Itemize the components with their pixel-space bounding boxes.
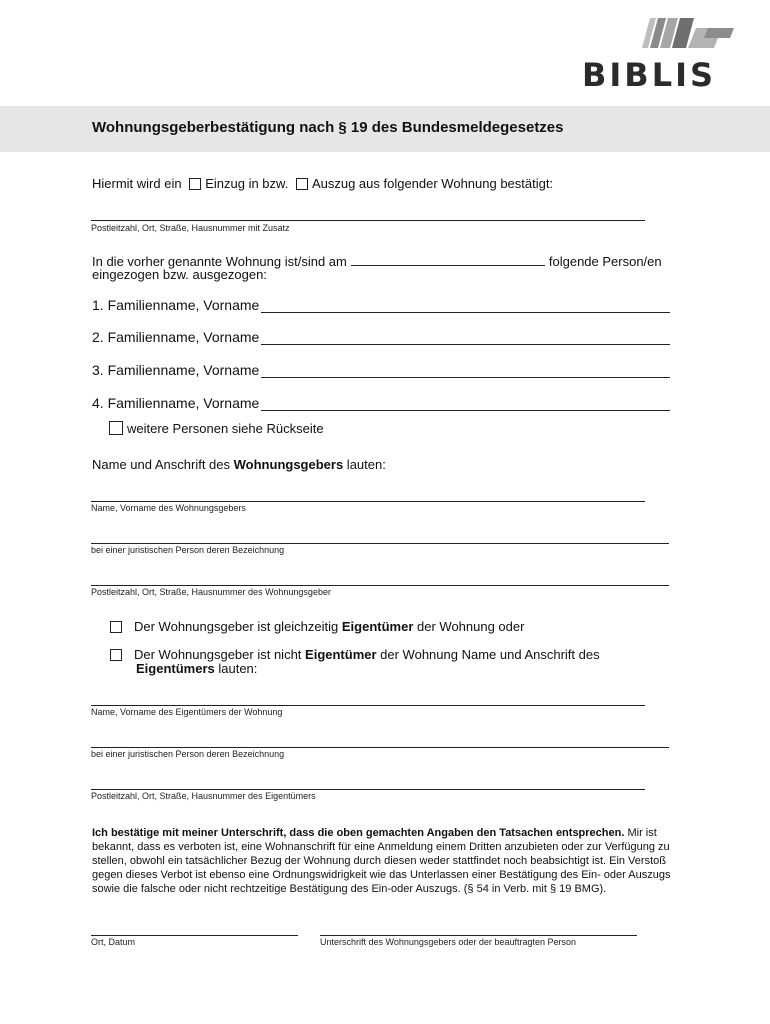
person-row-2 — [92, 329, 670, 345]
landlord-address-field[interactable] — [91, 585, 669, 586]
landlord-heading-c: lauten: — [343, 457, 386, 472]
more-persons-label: weitere Personen siehe Rückseite — [127, 421, 324, 436]
owner-option-2-cont — [136, 661, 257, 676]
einzug-label: Einzug in bzw. — [205, 176, 289, 191]
owner-opt2-c: der Wohnung Name und Anschrift des — [376, 647, 600, 662]
landlord-name-field[interactable] — [91, 501, 645, 502]
owner-opt2-b: Eigentümer — [305, 647, 377, 662]
owner-legal-field[interactable] — [91, 747, 669, 748]
owner-name-caption: Name, Vorname des Eigentümers der Wohnung — [91, 707, 283, 717]
move-date-line2: eingezogen bzw. ausgezogen: — [92, 267, 267, 282]
biblis-logo-graphic — [554, 14, 744, 94]
landlord-heading — [92, 457, 386, 472]
logo-text: BIBLIS — [582, 56, 717, 94]
landlord-address-caption: Postleitzahl, Ort, Straße, Hausnummer des Wohnungsgeber — [91, 587, 331, 597]
landlord-legal-caption: bei einer juristischen Person deren Bezeichnung — [91, 545, 285, 555]
owner-same-checkbox[interactable] — [110, 621, 122, 633]
move-date-suffix: folgende Person/en — [548, 254, 662, 269]
owner-legal-caption: bei einer juristischen Person deren Bezeichnung — [91, 749, 285, 759]
owner-other-checkbox[interactable] — [110, 649, 122, 661]
apartment-address-field[interactable] — [91, 220, 645, 221]
landlord-legal-field[interactable] — [91, 543, 669, 544]
declaration-bold: Ich bestätige mit meiner Unterschrift, dass die oben gemachten Angaben den Tatsachen entsprechen. — [92, 827, 625, 839]
person-row-3 — [92, 362, 670, 378]
auszug-checkbox[interactable] — [296, 178, 308, 190]
person-3-label: 3. Familienname, Vorname — [92, 362, 260, 378]
person-row-4 — [92, 395, 670, 411]
biblis-logo — [554, 14, 744, 94]
person-3-field[interactable] — [261, 365, 670, 378]
owner-name-field[interactable] — [91, 705, 645, 706]
place-date-field[interactable] — [91, 935, 298, 936]
more-persons-line — [109, 421, 324, 436]
owner-address-field[interactable] — [91, 789, 645, 790]
einzug-checkbox[interactable] — [189, 178, 201, 190]
place-date-caption: Ort, Datum — [91, 937, 136, 947]
apartment-address-caption: Postleitzahl, Ort, Straße, Hausnummer mit Zusatz — [91, 223, 290, 233]
person-1-field[interactable] — [261, 300, 670, 313]
owner-opt1-a: Der Wohnungsgeber ist gleichzeitig — [134, 619, 342, 634]
owner-opt1-c: der Wohnung oder — [413, 619, 525, 634]
auszug-label: Auszug aus folgender Wohnung bestätigt: — [311, 176, 554, 191]
person-1-label: 1. Familienname, Vorname — [92, 297, 260, 313]
intro-line — [92, 176, 553, 191]
person-row-1 — [92, 297, 670, 313]
landlord-heading-a: Name und Anschrift des — [92, 457, 234, 472]
declaration-body: Mir ist bekannt, dass es verboten ist, eine Wohnanschrift für eine Anmeldung einem Dritten anzubieten oder zur Verfügung zu stellen, obwohl ein tatsächlicher Bezug der Wohnung durch diesen weder stattfindet noch beabsichtigt ist. Ein Verstoß gegen dieses Verbot ist ebenso eine Ordnungswidrigkeit wie das Unterlassen einer Bestätigung des Ein- oder Auszugs sowie die falsche oder nicht rechtzeitige Bestätigung des Ein-oder Auszugs. (§ 54 in Verb. mit § 19 BMG). — [92, 827, 671, 895]
owner-option-2 — [110, 647, 600, 662]
owner-opt2-a: Der Wohnungsgeber ist nicht — [134, 647, 306, 662]
person-4-field[interactable] — [261, 398, 670, 411]
owner-opt2-e: lauten: — [214, 661, 258, 676]
more-persons-checkbox[interactable] — [109, 421, 123, 435]
landlord-name-caption: Name, Vorname des Wohnungsgebers — [91, 503, 246, 513]
owner-address-caption: Postleitzahl, Ort, Straße, Hausnummer des Eigentümers — [91, 791, 316, 801]
owner-option-1 — [110, 619, 524, 634]
owner-opt1-b: Eigentümer — [341, 619, 414, 634]
form-title: Wohnungsgeberbestätigung nach § 19 des Bundesmeldegesetzes — [92, 119, 564, 136]
owner-opt2-d: Eigentümers — [136, 661, 215, 676]
move-date-prefix: In die vorher genannte Wohnung ist/sind am — [92, 254, 347, 269]
declaration-text — [92, 826, 672, 896]
person-2-field[interactable] — [261, 332, 670, 345]
person-2-label: 2. Familienname, Vorname — [92, 329, 260, 345]
signature-caption: Unterschrift des Wohnungsgebers oder der beauftragten Person — [320, 937, 576, 947]
move-date-field[interactable] — [351, 253, 545, 266]
intro-prefix: Hiermit wird ein — [92, 176, 182, 191]
signature-field[interactable] — [320, 935, 637, 936]
landlord-heading-b: Wohnungsgebers — [233, 457, 344, 472]
person-4-label: 4. Familienname, Vorname — [92, 395, 260, 411]
